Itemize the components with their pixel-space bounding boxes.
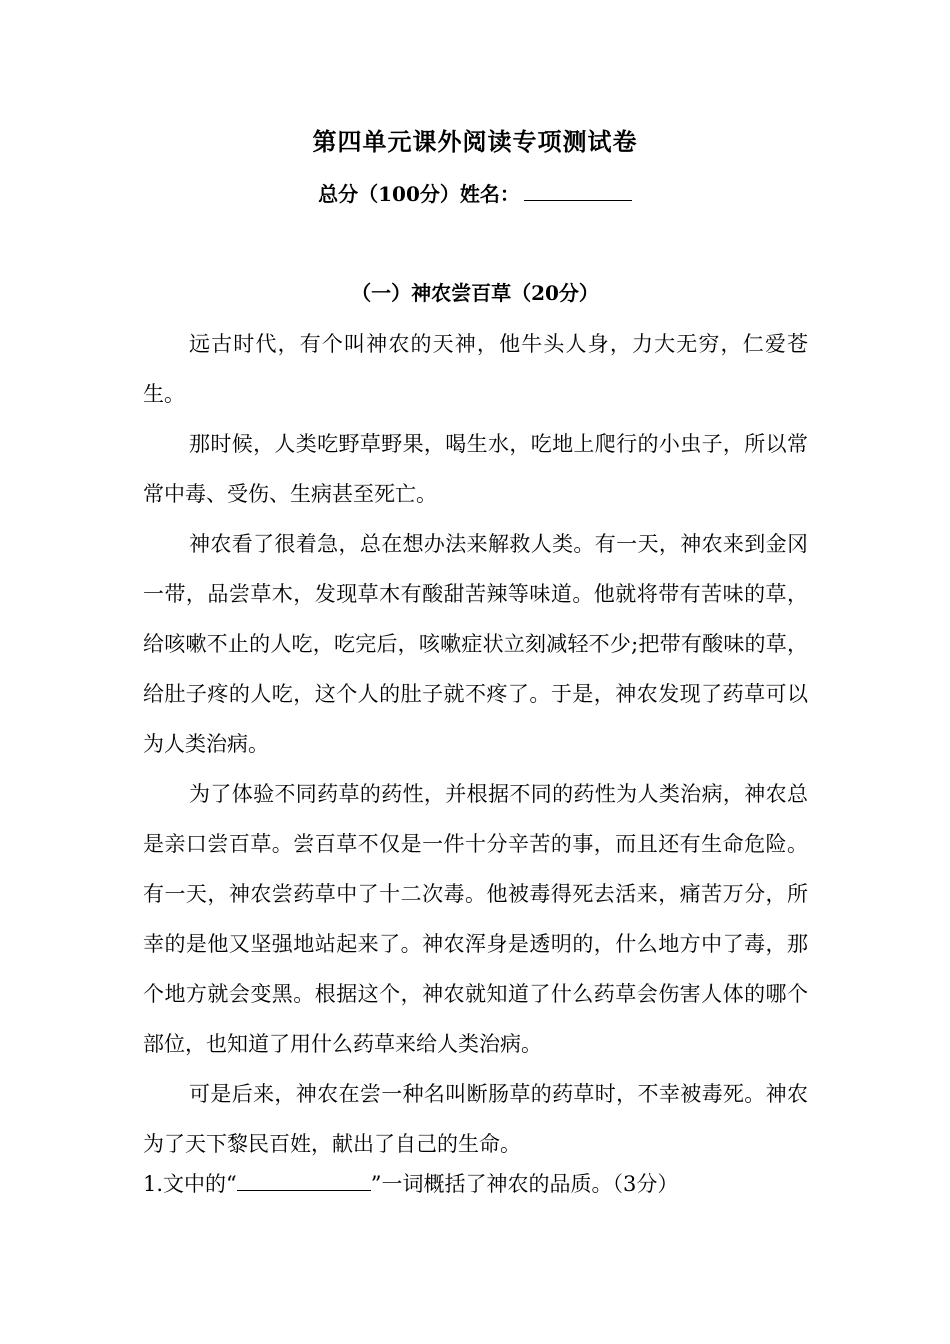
passage-paragraph: 那时候，人类吃野草野果，喝生水，吃地上爬行的小虫子，所以常常中毒、受伤、生病甚至死亡。	[143, 432, 808, 506]
score-label: 总分（100分）姓名：	[318, 182, 520, 206]
page-title: 第四单元课外阅读专项测试卷	[312, 127, 638, 156]
passage-paragraph: 远古时代，有个叫神农的天神，他牛头人身，力大无穷，仁爱苍生。	[143, 332, 808, 406]
question-1-prefix: 1.文中的“	[143, 1172, 237, 1196]
reading-passage	[143, 319, 808, 1169]
passage-paragraph: 可是后来，神农在尝一种名叫断肠草的药草时，不幸被毒死。神农为了天下黎民百姓，献出了自己的生命。	[143, 1082, 808, 1156]
question-1-suffix: ”一词概括了神农的品质。（3分）	[370, 1172, 679, 1196]
score-name-line	[0, 178, 950, 207]
passage-paragraph: 为了体验不同药草的药性，并根据不同的药性为人类治病，神农总是亲口尝百草。尝百草不仅是一件十分辛苦的事，而且还有生命危险。有一天，神农尝药草中了十二次毒。他被毒得死去活来，痛苦万分，所幸的是他又坚强地站起来了。神农浑身是透明的，什么地方中了毒，那个地方就会变黑。根据这个，神农就知道了什么药草会伤害人体的哪个部位，也知道了用什么药草来给人类治病。	[143, 782, 808, 1056]
question-1	[143, 1166, 843, 1202]
section-heading: （一）神农尝百草（20分）	[351, 281, 599, 305]
passage-paragraph: 神农看了很着急，总在想办法来解救人类。有一天，神农来到金冈一带，品尝草木，发现草木有酸甜苦辣等味道。他就将带有苦味的草，给咳嗽不止的人吃，吃完后，咳嗽症状立刻减轻不少;把带有酸味的草，给肚子疼的人吃，这个人的肚子就不疼了。于是，神农发现了药草可以为人类治病。	[143, 532, 808, 756]
question-1-blank[interactable]	[237, 1170, 371, 1191]
name-blank[interactable]	[524, 182, 632, 201]
